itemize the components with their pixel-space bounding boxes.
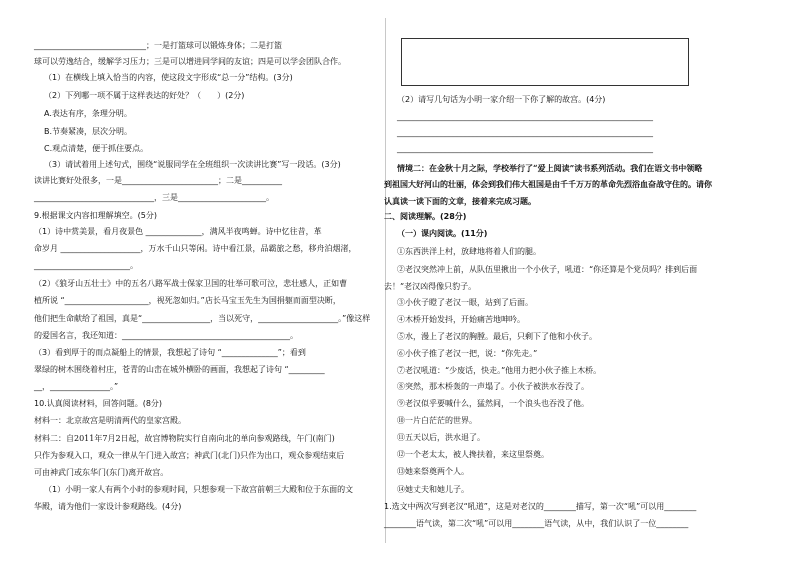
answer-line: ________________________________________________________________: [397, 128, 653, 137]
answer-line: ________________________________________________________________: [397, 112, 653, 121]
answer-box[interactable]: [401, 38, 689, 86]
fill-line: 命岁月 ____________________，万水千山只等闲。诗中看江景，品霸旅之愁，移舟泊烟渚，: [34, 244, 357, 253]
question-line: （1）小明一家人有两个小时的参观时间，只想参观一下故宫前朝三大殿和位于东面的文: [44, 485, 354, 494]
passage-line: ⑧突然，那木桥轰的一声塌了。小伙子被洪水吞没了。: [397, 382, 589, 391]
option-c: C.观点清楚，便于抓住要点。: [44, 144, 149, 153]
passage-line: ①东西洪洋上村，放肆地将着人们的腿。: [397, 247, 541, 256]
text-line: 球可以劳逸结合，缓解学习压力；三是可以增进同学间的友谊；四是可以学会团队合作。: [34, 57, 346, 66]
scenario-text: 到祖国大好河山的壮丽，体会到我们伟大祖国是由千千万万的革命先烈浴血奋战守住的。请你: [384, 179, 712, 189]
material-two: 只作为参观入口，观众一律从午门进入故宫；神武门(北门)只作为出口，观众参观结束后: [34, 451, 345, 460]
material-one: 材料一：北京故宫是明清两代的皇家宫殿。: [34, 416, 186, 425]
passage-line: ③小伙子瞪了老汉一眼，站到了后面。: [397, 298, 533, 307]
passage-line: ⑫一个老太太，被人搀扶着，来这里祭奠。: [397, 450, 549, 459]
passage-line: ⑩一片白茫茫的世界。: [397, 416, 477, 425]
scenario-text: 情境二：在金秋十月之际，学校举行了“爱上阅读”读书系列活动。我们在语文书中领略: [397, 163, 703, 173]
question-line: （3）请试着用上述句式，围绕“说服同学在全班组织一次读讲比赛”写一段话。(3分): [44, 160, 341, 169]
passage-line: ⑤水，漫上了老汉的胸膛。最后，只剩下了他和小伙子。: [397, 332, 597, 341]
subsection-heading: （一）课内阅读。(11分): [397, 229, 488, 238]
passage-line: 去！”老汉凶得像只豹子。: [384, 282, 477, 291]
passage-line: ②老汉突然冲上前，从队伍里揪出一个小伙子，吼道：“你还算是个党员吗？排到后面: [397, 265, 698, 274]
material-two: 可由神武门或东华门(东门)离开故宫。: [34, 468, 169, 477]
passage-line: ⑭她丈夫和她儿子。: [397, 485, 469, 494]
fill-line: ______________________________，三是______________________。: [34, 193, 274, 202]
fill-line: __，_______________。”: [34, 382, 119, 391]
question-line: （1）在横线上填入恰当的内容，使这段文字形成“总一分”结构。(3分): [44, 73, 293, 82]
section-heading: 二、阅读理解。(28分): [384, 212, 467, 221]
question-line: （2）下列哪一项不属于这样表达的好处？（ ）(2分): [44, 91, 245, 100]
fill-line: （3）看到厚于的而点凝船上的情景，我想起了诗句 “______________”；看到: [34, 348, 306, 357]
fill-line: 他们把生命献给了祖国，真是“_________________，当以死守，____________________。”像这样: [34, 314, 371, 323]
passage-line: ⑨老汉似乎要喊什么，猛然间，一个浪头也吞没了他。: [397, 399, 589, 408]
answer-line: ________________________________________________________________: [397, 144, 653, 153]
material-two: 材料二：自2011年7月2日起，故宫博物院实行自南向北的单向参观路线，午门(南门): [34, 434, 335, 443]
passage-line: ⑬她来祭奠两个人。: [397, 467, 469, 476]
question-title: 10.认真阅读材料，回答问题。(8分): [34, 399, 163, 408]
fill-line: （2）《狼牙山五壮士》中的五名八路军战士保家卫国的壮举可歌可泣，悲壮感人，正如曹: [34, 279, 348, 288]
passage-line: ⑪五天以后，洪水退了。: [397, 433, 485, 442]
option-a: A.表达有序，条理分明。: [44, 109, 132, 118]
passage-line: ⑦老汉吼道：“少废话，快走。”他用力把小伙子推上木桥。: [397, 366, 602, 375]
question-line: （2）请写几句话为小明一家介绍一下你了解的故宫。(4分): [397, 95, 606, 104]
fill-line: 翠绿的树木围绕着村庄，苍青的山峦在城外横卧的画面，我想起了诗句 “_________: [34, 365, 325, 374]
fill-line: （1）诗中赏美景，看月夜景色 ______________，满风半夜鸣蝉。诗中忆往昔，革: [34, 227, 322, 236]
scenario-text: 认真读一读下面的文章，接着来完成习题。: [384, 196, 536, 206]
question-line: 华殿，请为他们一家设计参观路线。(4分): [34, 502, 182, 511]
question-title: 9.根据课文内容扣理解填空。(5分): [34, 211, 157, 220]
passage-line: ④木桥开始发抖，开始痛苦地呻吟。: [397, 315, 525, 324]
fill-line: 植所说 “_____________________，视死忽如归。”店长马宝玉先生为国捐躯而面型决断，: [34, 296, 341, 305]
fill-line: ________________________。: [34, 261, 138, 270]
question-line: ________语气读，第二次“吼”可以用________语气读，从中，我们认识了一位________: [384, 519, 689, 528]
passage-line: ⑥小伙子推了老汉一把，说：“你先走。”: [397, 349, 538, 358]
option-b: B.节奏紧凑，层次分明。: [44, 127, 133, 136]
text-line: ____________________________；一是打篮球可以锻炼身体；二是打篮: [34, 41, 282, 50]
fill-line: 的爱国名言，我还知道：__________________________________________。: [34, 331, 298, 340]
question-line: 1.选文中两次写到老汉“吼道”，这是对老汉的________描写，第一次“吼”可以用________: [384, 502, 697, 511]
fill-line: 读讲比赛好处很多，一是________________________；二是__________: [34, 176, 282, 185]
